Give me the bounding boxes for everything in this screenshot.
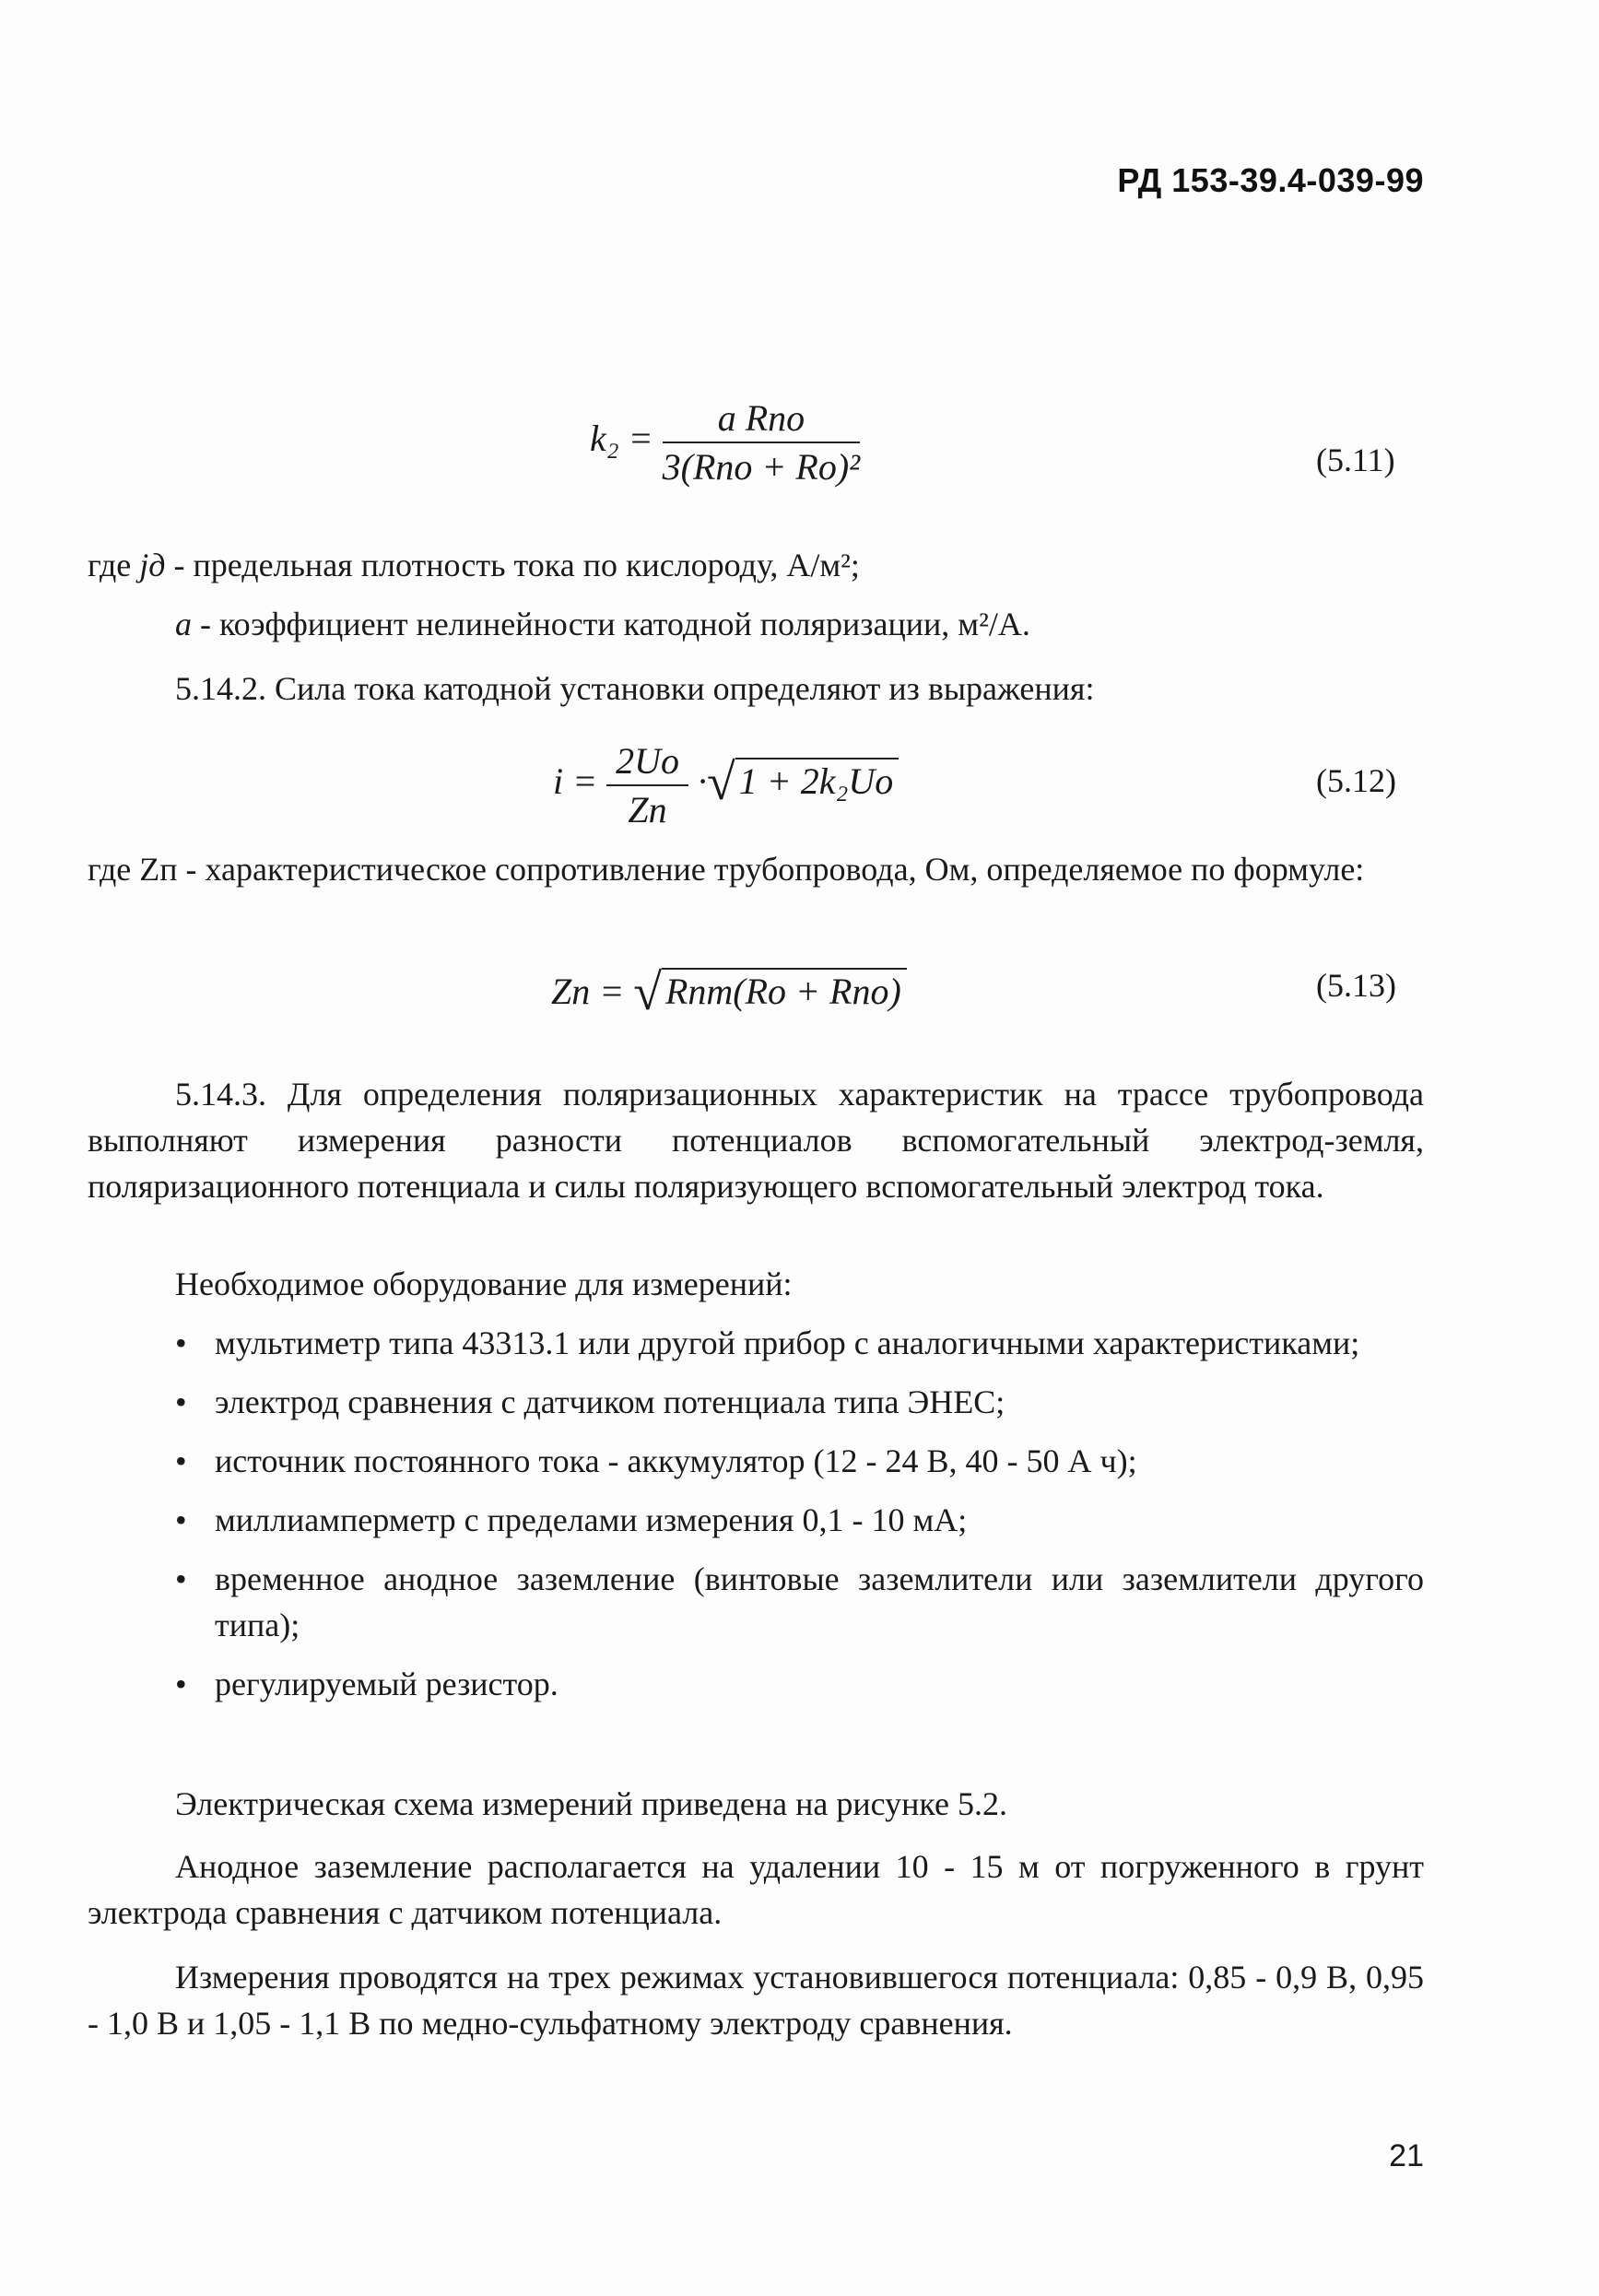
radicand: 1 + 2k₂Uо xyxy=(735,758,899,803)
fraction-denominator: 3(Rпо + Rо)² xyxy=(662,446,861,488)
formula-5-11 xyxy=(590,396,860,489)
bullet-icon: • xyxy=(175,1666,187,1702)
equipment-list xyxy=(175,1320,1424,1720)
list-item: • миллиамперметр с пределами измерения 0,1 - 10 мА; xyxy=(175,1497,1424,1543)
bullet-icon: • xyxy=(175,1560,187,1597)
equation-number: (5.11) xyxy=(1316,442,1395,478)
formula-5-12 xyxy=(553,739,899,831)
paragraph-5-14-3: 5.14.3. Для определения поляризационных характеристик на трассе трубопровода выполняют измерения разности потенциалов вспомогательный электрод-земля, поляризационного потенциала и силы поляризующего вспомогательный электрод тока. xyxy=(88,1076,1424,1205)
bullet-icon: • xyxy=(175,1442,187,1479)
where-word: где Zп xyxy=(88,851,178,888)
multiply-sign: · xyxy=(698,760,707,803)
fraction-denominator: Zп xyxy=(628,789,667,830)
page-number: 21 xyxy=(1389,2138,1424,2173)
fraction-numerator: a Rпо xyxy=(663,396,861,443)
symbol-jd: jд xyxy=(139,547,166,583)
symbol-a: a xyxy=(175,606,192,642)
equation-number: (5.12) xyxy=(1316,762,1396,799)
sqrt-icon: √ xyxy=(707,754,735,812)
bullet-icon: • xyxy=(175,1383,187,1420)
paragraph-5-14-2: 5.14.2. Сила тока катодной установки определяют из выражения: xyxy=(175,670,1095,707)
document-code: РД 153-39.4-039-99 xyxy=(1117,161,1424,199)
equipment-intro: Необходимое оборудование для измерений: xyxy=(175,1266,793,1302)
fraction xyxy=(606,739,688,831)
definition-line-a xyxy=(175,601,1424,647)
list-item: • электрод сравнения с датчиком потенциала типа ЭНЕС; xyxy=(175,1379,1424,1425)
definition-line-jd xyxy=(88,542,1424,588)
list-item: • регулируемый резистор. xyxy=(175,1661,1424,1707)
bullet-icon: • xyxy=(175,1325,187,1361)
definition-text: - коэффициент нелинейности катодной поляризации, м²/А. xyxy=(192,606,1030,642)
definition-text: - предельная плотность тока по кислороду, А/м²; xyxy=(165,547,860,583)
fraction xyxy=(663,396,861,489)
sqrt-icon: √ xyxy=(633,964,662,1021)
formula-lhs: i = xyxy=(553,760,598,803)
paragraph-modes: Измерения проводятся на трех режимах установившегося потенциала: 0,85 - 0,9 В, 0,95 - 1,0 В и 1,05 - 1,1 В по медно-сульфатному электроду сравнения. xyxy=(88,1959,1424,2042)
paragraph-anode: Анодное заземление располагается на удалении 10 - 15 м от погруженного в грунт электрода сравнения с датчиком потенциала. xyxy=(88,1848,1424,1931)
fraction-numerator: 2Uо xyxy=(606,739,688,786)
definition-line-zn xyxy=(88,846,1424,892)
where-word: где xyxy=(88,547,132,583)
equation-number: (5.13) xyxy=(1316,967,1396,1004)
radicand: Rпт(Rо + Rпо) xyxy=(662,968,907,1013)
list-item: • временное анодное заземление (винтовые заземлители или заземлители другого типа); xyxy=(175,1556,1424,1648)
formula-5-13 xyxy=(551,963,907,1022)
list-item: • мультиметр типа 43313.1 или другой прибор с аналогичными характеристиками; xyxy=(175,1320,1424,1366)
definition-text: - характеристическое сопротивление трубопровода, Ом, определяемое по формуле: xyxy=(177,851,1365,888)
bullet-icon: • xyxy=(175,1501,187,1538)
formula-lhs: Zп = xyxy=(551,971,625,1012)
paragraph-scheme: Электрическая схема измерений приведена на рисунке 5.2. xyxy=(175,1785,1007,1822)
list-item: • источник постоянного тока - аккумулятор (12 - 24 В, 40 - 50 А ч); xyxy=(175,1438,1424,1484)
formula-lhs: k₂ = xyxy=(590,418,653,460)
